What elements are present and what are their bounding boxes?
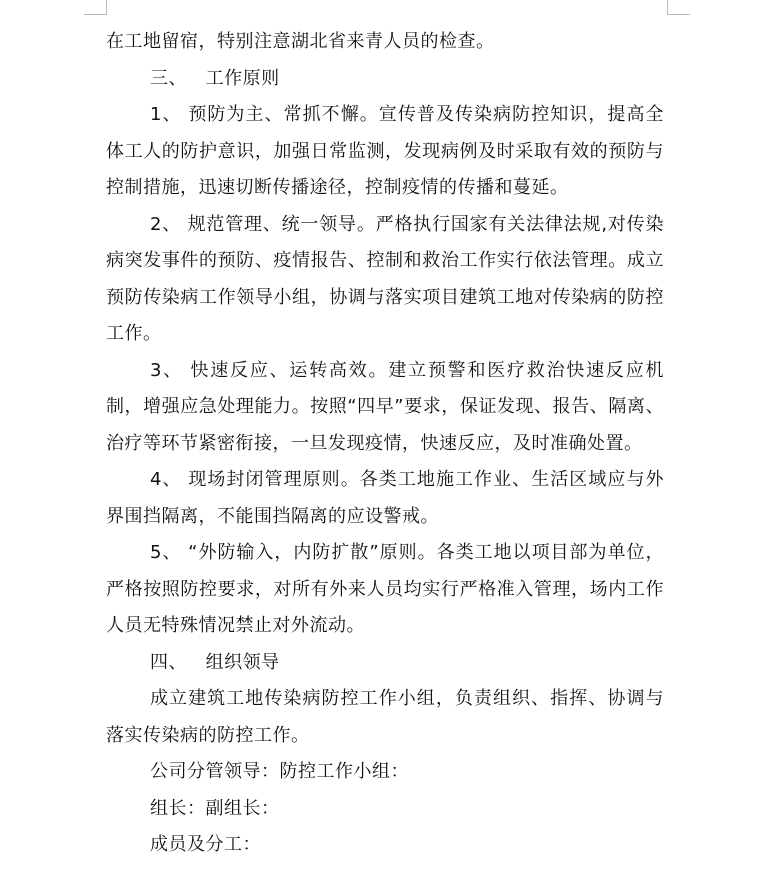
section-title: 工作原则 — [205, 67, 280, 89]
page-corner-mark-left — [84, 0, 107, 15]
principle-4-paragraph: 4、 现场封闭管理原则。各类工地施工作业、生活区域应与外界围挡隔离，不能围挡隔离的应设警戒。 — [106, 469, 664, 527]
section-number: 三、 — [150, 67, 187, 89]
section-heading-organization — [106, 645, 664, 682]
members-line: 成员及分工： — [150, 834, 261, 855]
document-body[interactable] — [106, 24, 664, 864]
organization-paragraph: 成立建筑工地传染病防控工作小组，负责组织、指挥、协调与落实传染病的防控工作。 — [106, 688, 664, 746]
paragraph-continuation: 在工地留宿，特别注意湖北省来青人员的检查。 — [106, 31, 495, 52]
principle-5-paragraph: 5、 “外防输入，内防扩散”原则。各类工地以项目部为单位，严格按照防控要求，对所有外来人员均实行严格准入管理，场内工作人员无特殊情况禁止对外流动。 — [106, 542, 664, 636]
group-leader-line: 组长：副组长： — [150, 797, 280, 819]
principle-1-paragraph: 1、 预防为主、常抓不懈。宣传普及传染病防控知识，提高全体工人的防护意识，加强日常监测，发现病例及时采取有效的预防与控制措施，迅速切断传播途径，控制疫情的传播和蔓延。 — [106, 104, 664, 198]
section-number: 四、 — [150, 651, 187, 673]
principle-2-paragraph: 2、 规范管理、统一领导。严格执行国家有关法律法规,对传染病突发事件的预防、疫情报告、控制和救治工作实行依法管理。成立预防传染病工作领导小组，协调与落实项目建筑工地对传染病的防控工作。 — [106, 213, 664, 344]
section-title: 组织领导 — [205, 651, 280, 673]
principle-3-paragraph: 3、 快速反应、运转高效。建立预警和医疗救治快速反应机制，增强应急处理能力。按照“四早”要求，保证发现、报告、隔离、治疗等环节紧密衔接，一旦发现疫情，快速反应，及时准确处置。 — [106, 359, 664, 454]
section-heading-work-principles — [106, 61, 664, 98]
page-corner-mark-right — [667, 0, 690, 15]
company-leader-line: 公司分管领导：防控工作小组： — [150, 761, 409, 782]
